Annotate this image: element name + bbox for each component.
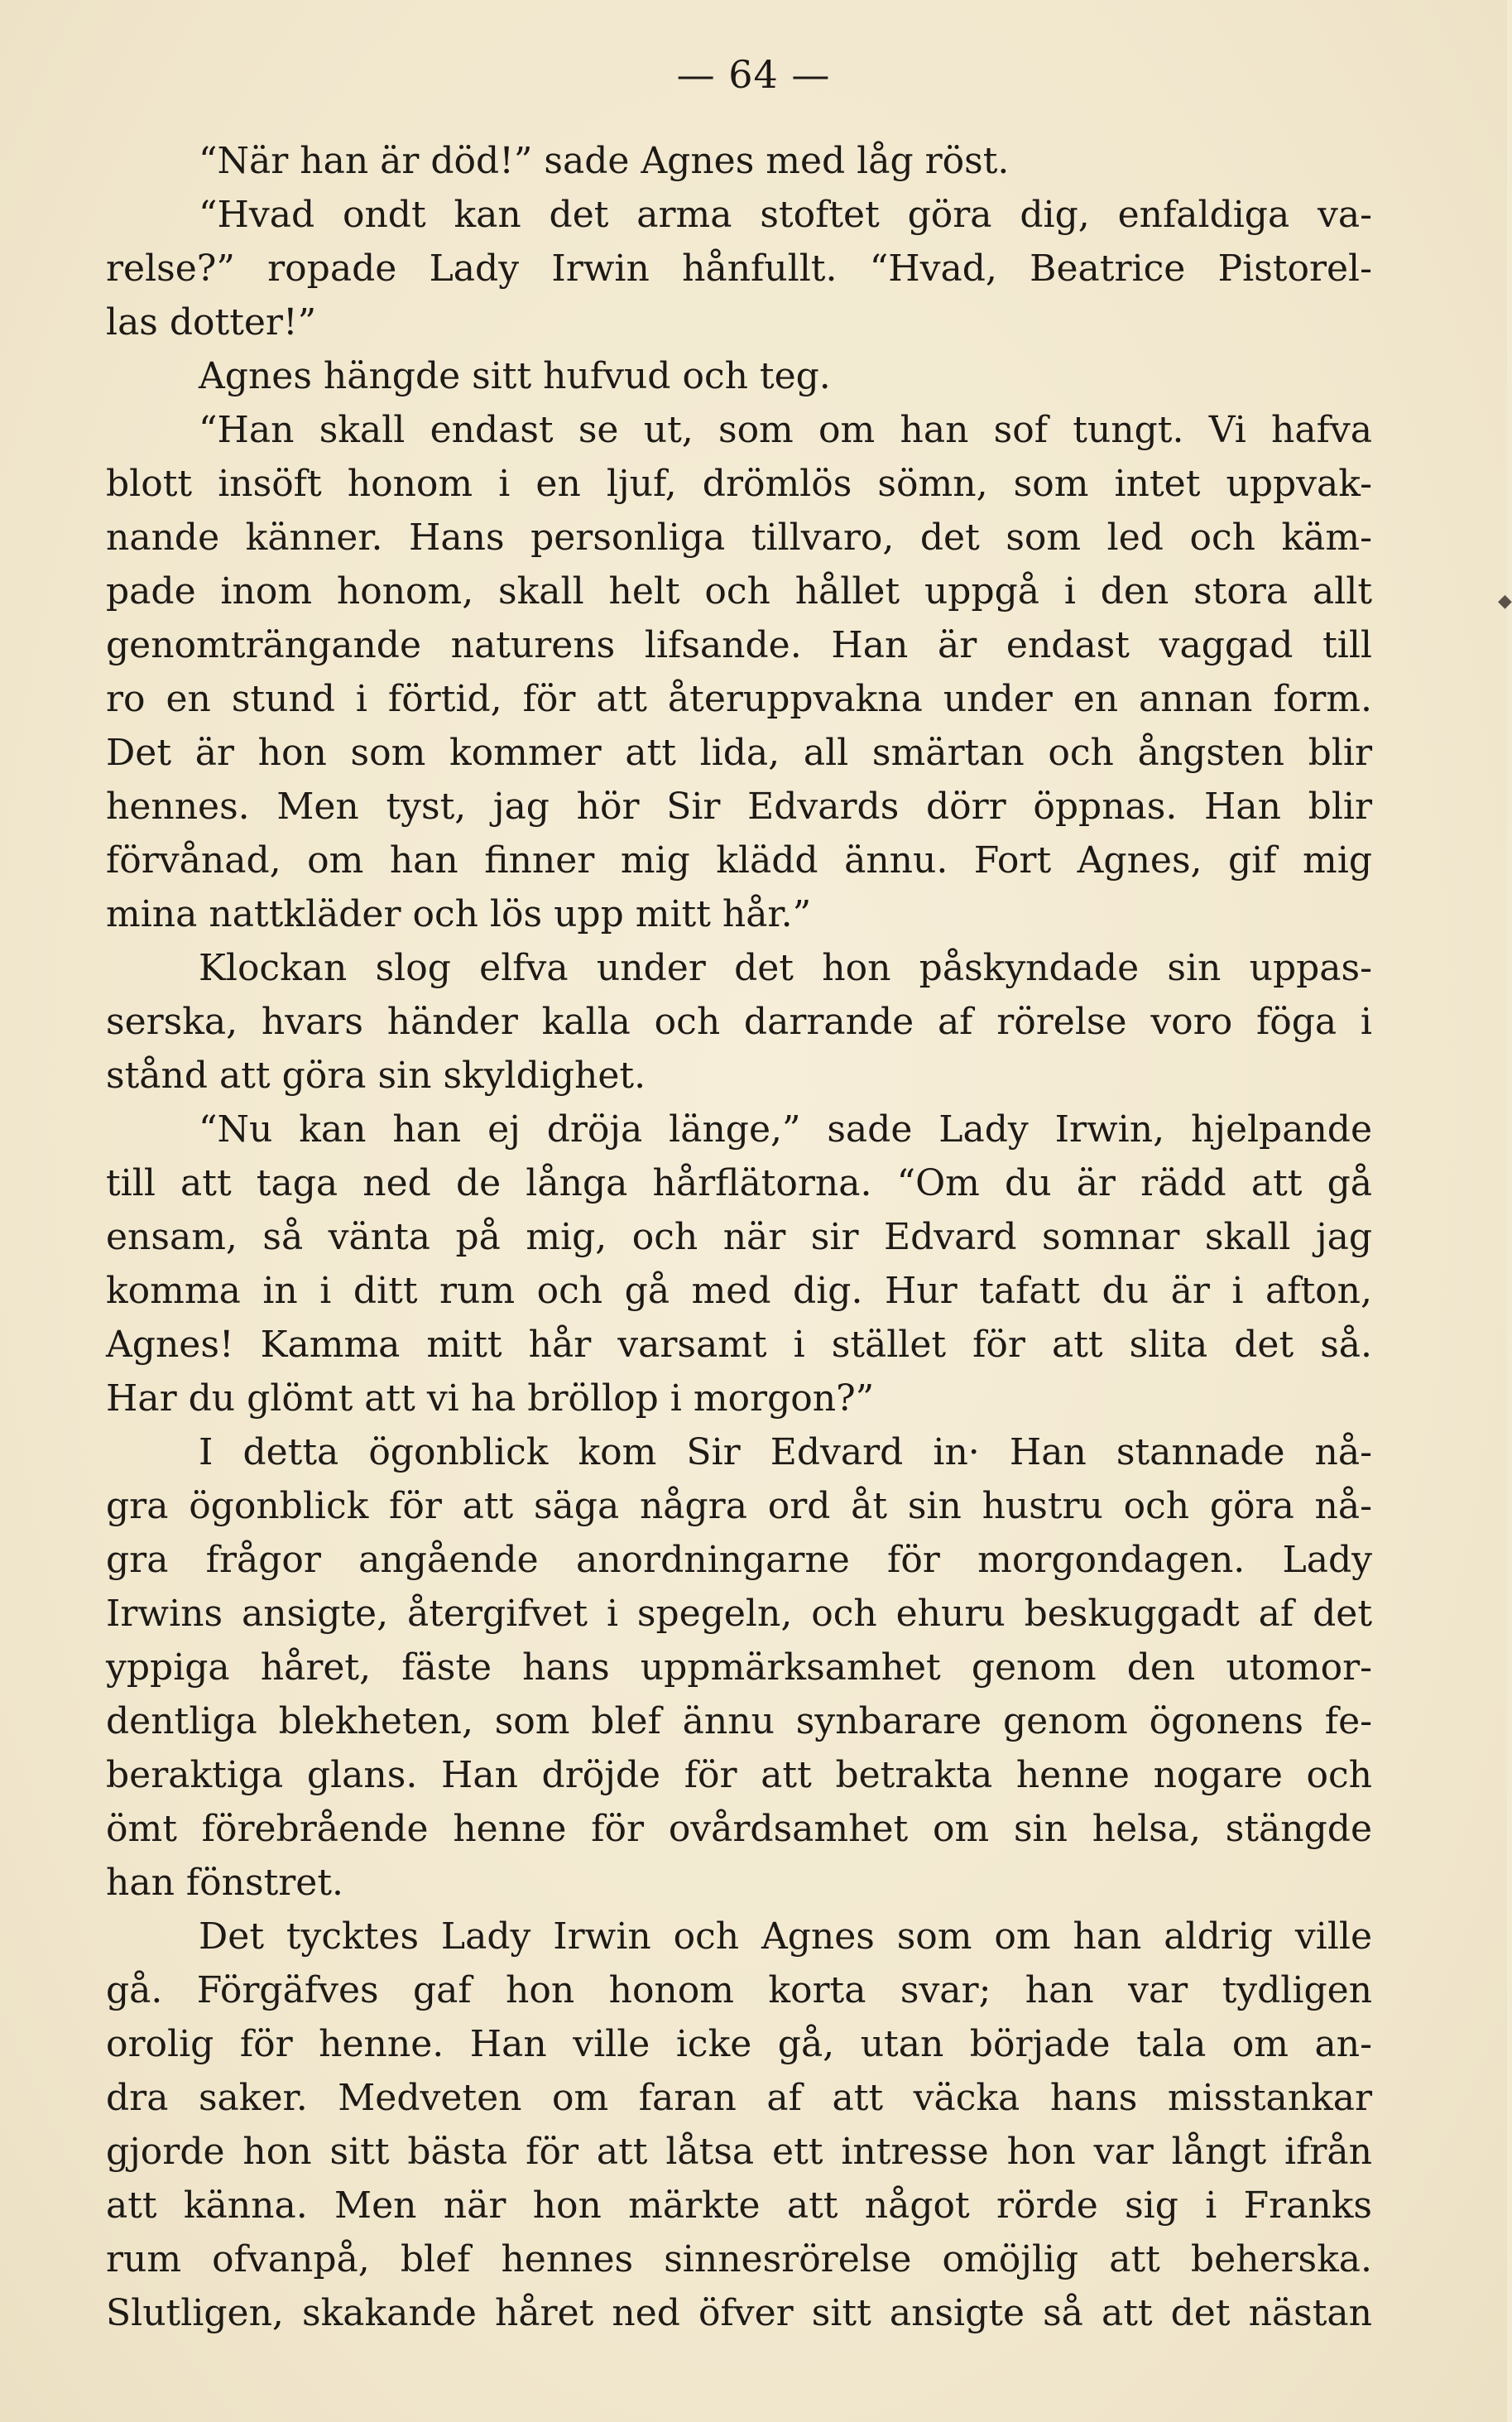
text-line: yppiga håret, fäste hans uppmärksamhet genom den utomor- xyxy=(106,1646,1372,1689)
text-line: han fönstret. xyxy=(106,1862,344,1904)
page-number: — 64 — xyxy=(676,52,831,97)
text-line: gra frågor angående anordningarne för morgondagen. Lady xyxy=(106,1539,1372,1581)
text-line: stånd att göra sin skyldighet. xyxy=(106,1055,646,1097)
text-line: I detta ögonblick kom Sir Edvard in· Han stannade nå- xyxy=(199,1431,1372,1473)
text-line: beraktiga glans. Han dröjde för att betrakta henne nogare och xyxy=(106,1754,1372,1796)
text-line: Agnes! Kamma mitt hår varsamt i stället för att slita det så. xyxy=(106,1324,1372,1366)
text-line: serska, hvars händer kalla och darrande af rörelse voro föga i xyxy=(106,1001,1372,1043)
text-line: att känna. Men när hon märkte att något rörde sig i Franks xyxy=(106,2184,1372,2227)
text-line: förvånad, om han finner mig klädd ännu. Fort Agnes, gif mig xyxy=(106,839,1372,882)
text-line: Klockan slog elfva under det hon påskyndade sin uppas- xyxy=(199,947,1372,989)
text-line: hennes. Men tyst, jag hör Sir Edvards dörr öppnas. Han blir xyxy=(106,786,1372,828)
text-line: Har du glömt att vi ha bröllop i morgon?” xyxy=(106,1377,875,1420)
text-line: rum ofvanpå, blef hennes sinnesrörelse omöjlig att beherska. xyxy=(106,2238,1372,2280)
text-line: relse?” ropade Lady Irwin hånfullt. “Hvad, Beatrice Pistorel- xyxy=(106,247,1372,290)
text-line: orolig för henne. Han ville icke gå, utan började tala om an- xyxy=(106,2023,1372,2065)
text-line: “När han är död!” sade Agnes med låg röst. xyxy=(199,140,1010,182)
text-line: mina nattkläder och lös upp mitt hår.” xyxy=(106,893,812,935)
text-line: Slutligen, skakande håret ned öfver sitt ansigte så att det nästan xyxy=(106,2292,1372,2334)
text-line: Agnes hängde sitt hufvud och teg. xyxy=(199,355,831,397)
text-line: pade inom honom, skall helt och hållet uppgå i den stora allt xyxy=(106,570,1372,613)
text-line: till att taga ned de långa hårflätorna. “Om du är rädd att gå xyxy=(106,1162,1372,1204)
text-line: blott insöft honom i en ljuf, drömlös sömn, som intet uppvak- xyxy=(106,463,1372,505)
text-line: komma in i ditt rum och gå med dig. Hur tafatt du är i afton, xyxy=(106,1270,1372,1312)
text-line: gra ögonblick för att säga några ord åt sin hustru och göra nå- xyxy=(106,1485,1372,1527)
text-line: ömt förebrående henne för ovårdsamhet om sin helsa, stängde xyxy=(106,1808,1372,1850)
text-line: gå. Förgäfves gaf hon honom korta svar; han var tydligen xyxy=(106,1969,1372,2011)
text-line: Det är hon som kommer att lida, all smärtan och ångsten blir xyxy=(106,732,1372,774)
text-line: las dotter!” xyxy=(106,301,317,344)
text-line: gjorde hon sitt bästa för att låtsa ett intresse hon var långt ifrån xyxy=(106,2131,1372,2173)
text-line: ensam, så vänta på mig, och när sir Edvard somnar skall jag xyxy=(106,1216,1372,1258)
margin-mark: ◆ xyxy=(1498,591,1512,612)
body-text xyxy=(106,134,1372,2340)
text-line: nande känner. Hans personliga tillvaro, det som led och käm- xyxy=(106,517,1372,559)
text-line: ro en stund i förtid, för att återuppvakna under en annan form. xyxy=(106,678,1372,720)
text-line: Det tycktes Lady Irwin och Agnes som om han aldrig ville xyxy=(199,1915,1372,1958)
text-line: “Nu kan han ej dröja länge,” sade Lady Irwin, hjelpande xyxy=(199,1108,1372,1151)
text-line: genomträngande naturens lifsande. Han är endast vaggad till xyxy=(106,624,1372,666)
text-line: “Han skall endast se ut, som om han sof tungt. Vi hafva xyxy=(199,409,1372,451)
text-line: “Hvad ondt kan det arma stoftet göra dig, enfaldiga va- xyxy=(199,194,1372,236)
text-line: dra saker. Medveten om faran af att väcka hans misstankar xyxy=(106,2077,1372,2119)
text-line: Irwins ansigte, återgifvet i spegeln, och ehuru beskuggadt af det xyxy=(106,1593,1372,1635)
text-line: dentliga blekheten, som blef ännu synbarare genom ögonens fe- xyxy=(106,1700,1372,1742)
